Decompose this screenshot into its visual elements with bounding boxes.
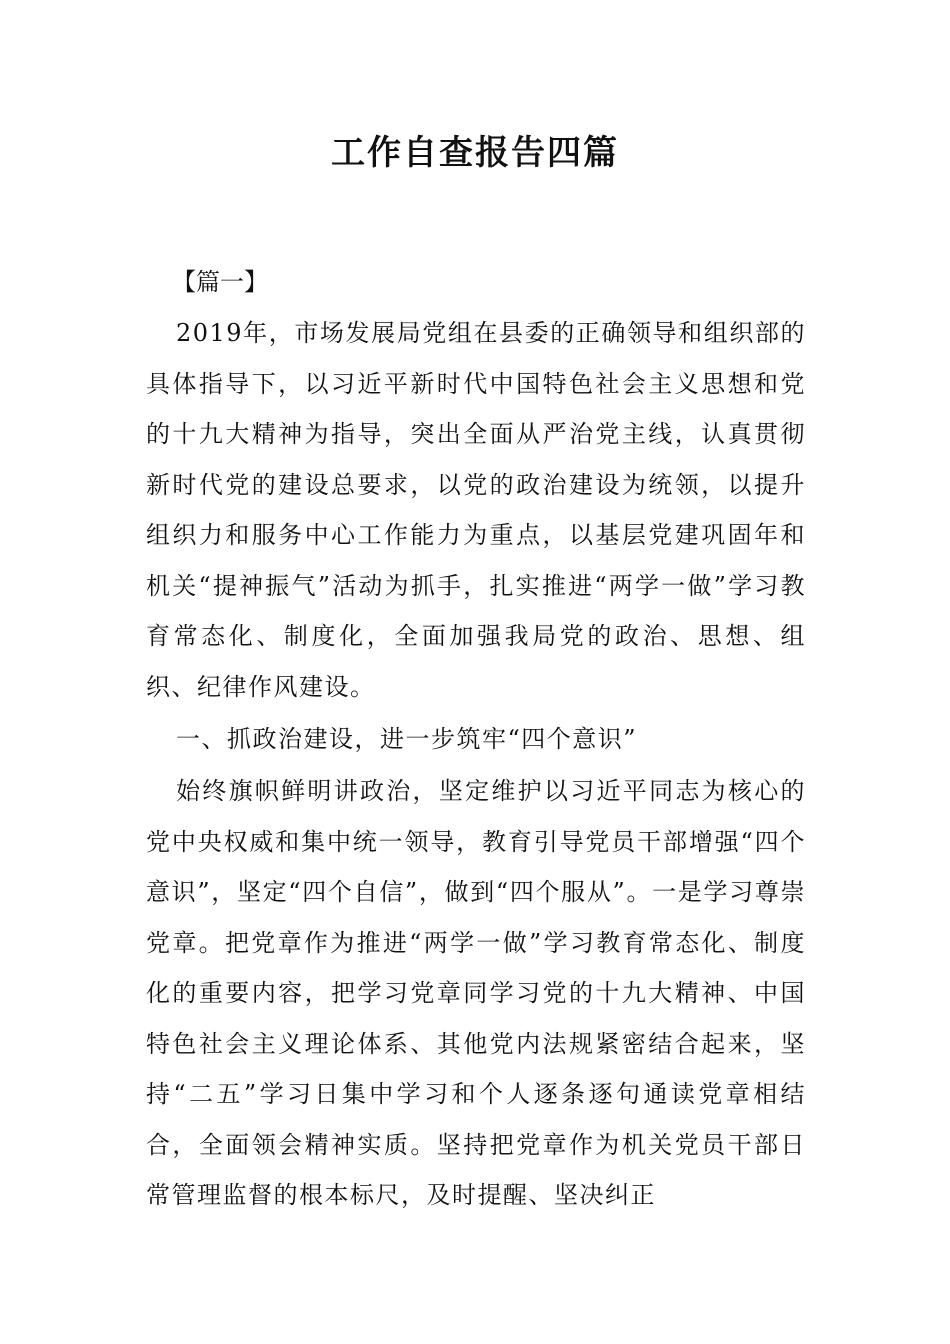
paragraph-1: 2019年，市场发展局党组在县委的正确领导和组织部的具体指导下，以习近平新时代中国特色社会主义思想和党的十九大精神为指导，突出全面从严治党主线，认真贯彻新时代党的建设总要求，以党的政治建设为统领，以提升组织力和服务中心工作能力为重点，以基层党建巩固年和机关“提神振气”活动为抓手，扎实推进“两学一做”学习教育常态化、制度化，全面加强我局党的政治、思想、组织、纪律作风建设。	[146, 319, 806, 701]
document-title: 工作自查报告四篇	[331, 133, 619, 173]
section-label: 【篇一】	[172, 268, 268, 296]
section-heading-1: 一、抓政治建设，进一步筑牢“四个意识”	[176, 725, 638, 753]
paragraph-2: 始终旗帜鲜明讲政治，坚定维护以习近平同志为核心的党中央权威和集中统一领导，教育引导党员干部增强“四个意识”，坚定“四个自信”，做到“四个服从”。一是学习尊崇党章。把党章作为推进“两学一做”学习教育常态化、制度化的重要内容，把学习党章同学习党的十九大精神、中国特色社会主义理论体系、其他党内法规紧密结合起来，坚持“二五”学习日集中学习和个人逐条逐句通读党章相结合，全面领会精神实质。坚持把党章作为机关党员干部日常管理监督的根本标尺，及时提醒、坚决纠正	[146, 777, 806, 1209]
